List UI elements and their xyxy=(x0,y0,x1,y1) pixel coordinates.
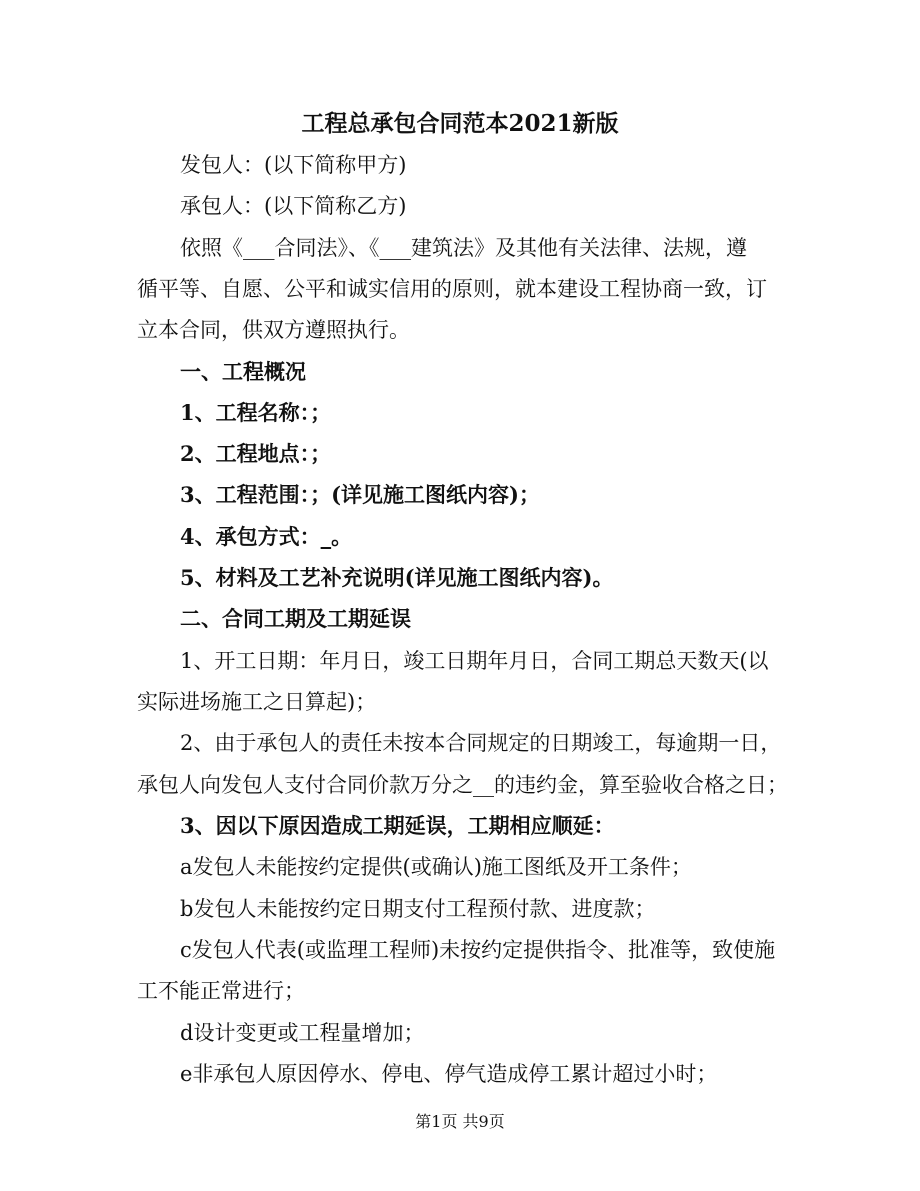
section-heading-1: 一、工程概况 xyxy=(180,359,306,384)
project-scope-line: 3、工程范围：；(详见施工图纸内容)； xyxy=(180,482,540,507)
preamble-line-1: 依照《___合同法》、《___建筑法》及其他有关法律、法规，遵 xyxy=(180,236,747,260)
preamble-line-3: 立本合同，供双方遵照执行。 xyxy=(137,318,410,342)
cause-b-line: b发包人未能按约定日期支付工程预付款、进度款； xyxy=(180,897,656,921)
start-date-line-2: 实际进场施工之日算起)； xyxy=(137,690,377,714)
contract-method-line: 4、承包方式：_。 xyxy=(180,524,353,549)
delay-causes-heading: 3、因以下原因造成工期延误，工期相应顺延： xyxy=(180,813,615,838)
project-location-line: 2、工程地点：； xyxy=(180,441,332,466)
section-heading-2: 二、合同工期及工期延误 xyxy=(180,606,411,631)
materials-line: 5、材料及工艺补充说明(详见施工图纸内容)。 xyxy=(180,565,614,590)
delay-penalty-line-1: 2、由于承包人的责任未按本合同规定的日期竣工，每逾期一日， xyxy=(180,731,782,755)
project-name-line: 1、工程名称：； xyxy=(180,400,332,425)
cause-c-line-1: c发包人代表(或监理工程师)未按约定提供指令、批准等，致使施 xyxy=(180,938,776,962)
delay-penalty-line-2: 承包人向发包人支付合同价款万分之__的违约金，算至验收合格之日； xyxy=(137,773,788,797)
party-a-line: 发包人：(以下简称甲方) xyxy=(180,153,407,177)
cause-c-line-2: 工不能正常进行； xyxy=(137,979,305,1003)
preamble-line-2: 循平等、自愿、公平和诚实信用的原则，就本建设工程协商一致，订 xyxy=(137,277,767,301)
start-date-line-1: 1、开工日期：年月日，竣工日期年月日，合同工期总天数天(以 xyxy=(180,649,769,673)
cause-e-line: e非承包人原因停水、停电、停气造成停工累计超过小时； xyxy=(180,1062,718,1086)
cause-a-line: a发包人未能按约定提供(或确认)施工图纸及开工条件； xyxy=(180,855,692,879)
cause-d-line: d设计变更或工程量增加； xyxy=(180,1021,425,1045)
party-b-line: 承包人：(以下简称乙方) xyxy=(180,194,407,218)
page-number: 第1页 共9页 xyxy=(415,1112,505,1131)
document-title: 工程总承包合同范本2021新版 xyxy=(301,110,619,137)
